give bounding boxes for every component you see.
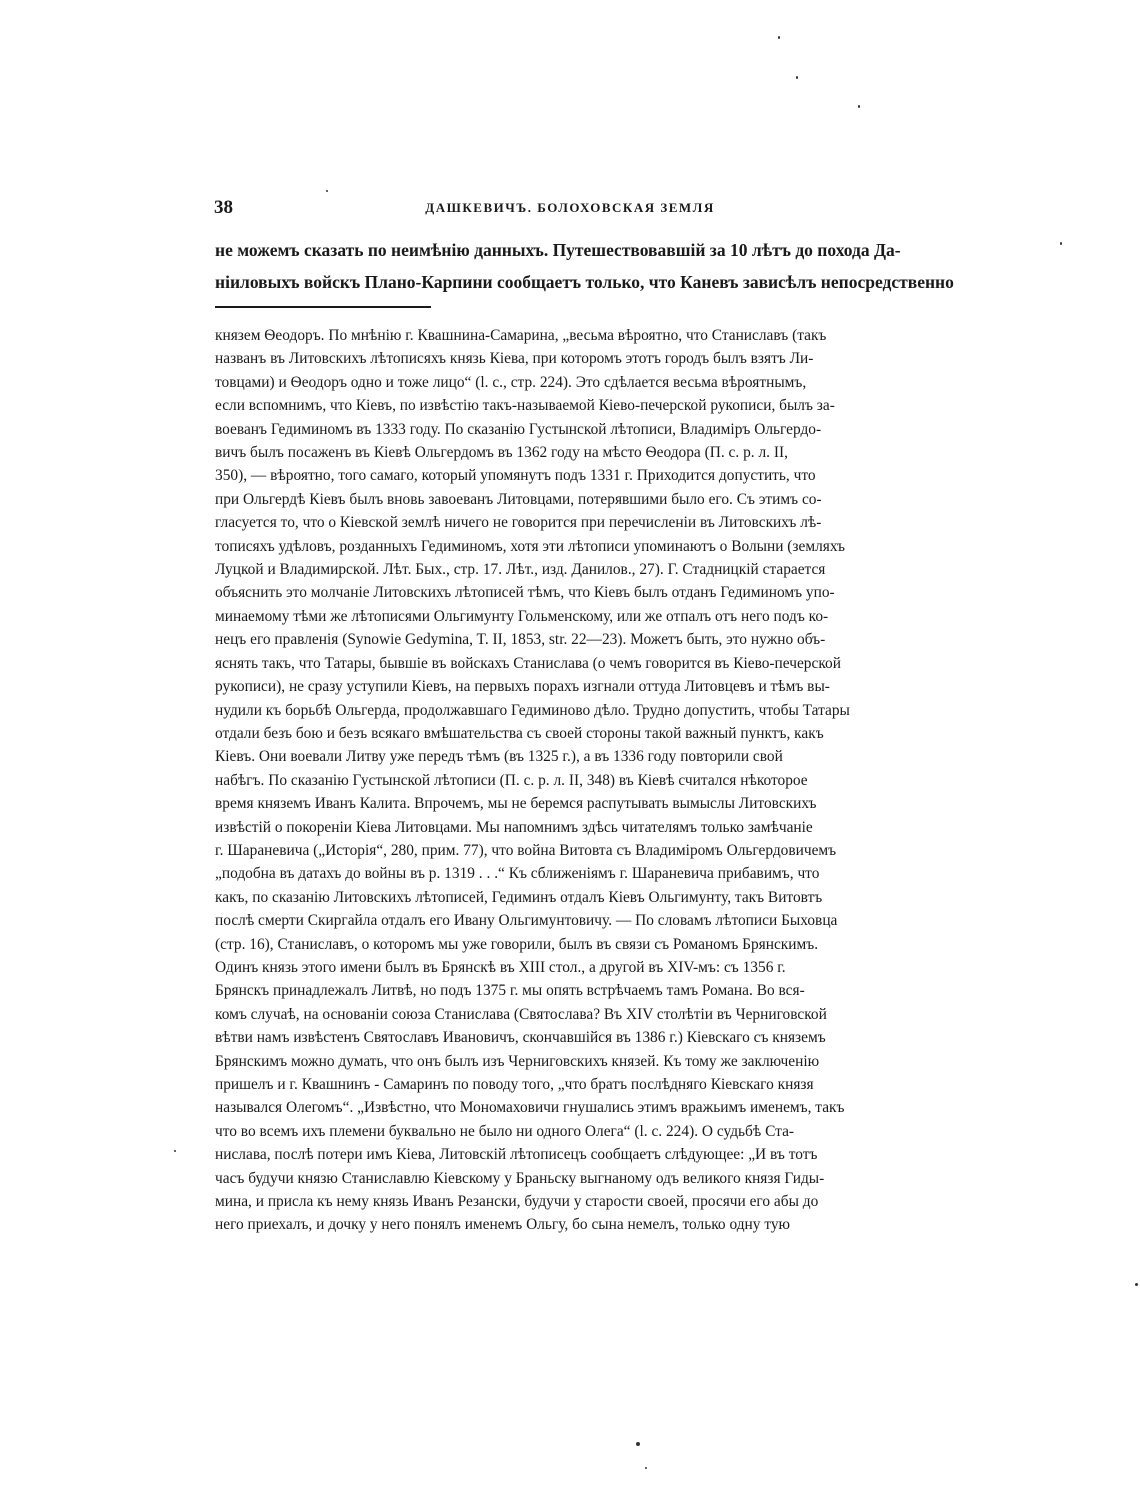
footnote-line: Брянскъ принадлежалъ Литвѣ, но подъ 1375 г. мы опять встрѣчаемъ тамъ Романа. Во вся- — [215, 982, 805, 1000]
footnote-line: 350), — вѣроятно, того самаго, который упомянутъ подъ 1331 г. Приходится допустить, что — [215, 467, 816, 485]
footnote-line: яснять такъ, что Татары, бывшіе въ войскахъ Станислава (о чемъ говорится въ Кіево-печерской — [215, 654, 841, 672]
footnote-line: (стр. 16), Станиславъ, о которомъ мы уже говорили, былъ въ связи съ Романомъ Брянскимъ. — [215, 935, 819, 953]
footnote-line: пришелъ и г. Квашнинъ - Самаринъ по поводу того, „что братъ послѣдняго Кіевскаго князя — [215, 1076, 814, 1093]
footnote-line: рукописи), не сразу уступили Кіевъ, на первыхъ порахъ изгнали оттуда Литовцевъ и тѣмъ вы- — [215, 678, 830, 696]
footnote-line: вѣтви намъ извѣстенъ Святославъ Ивановичъ, скончавшійся въ 1386 г.) Кіевскаго съ княземъ — [215, 1029, 826, 1047]
main-text-line: ніиловыхъ войскъ Плано-Карпини сообщаетъ только, что Каневъ зависѣлъ непосредственно — [215, 272, 954, 292]
scan-speck — [174, 1150, 176, 1152]
footnote-line: время княземъ Иванъ Калита. Впрочемъ, мы не беремся распутывать вымыслы Литовскихъ — [215, 795, 817, 813]
footnote-line: если вспомнимъ, что Кіевъ, по извѣстію такъ-называемой Кіево-печерской рукописи, былъ за- — [215, 397, 835, 415]
footnote-line: что во всемъ ихъ племени буквально не было ни одного Олега“ (l. c. 224). О судьбѣ Ста- — [215, 1122, 795, 1140]
footnote-line: г. Шараневича („Исторія“, 280, прим. 77), что война Витовта съ Владиміромъ Ольгердовичемъ — [215, 841, 837, 859]
scan-speck — [1060, 242, 1062, 245]
footnote-line: нецъ его правленія (Synowie Gedymina, T. II, 1853, str. 22—23). Можетъ быть, это нужно объ- — [215, 631, 826, 649]
footnote-line: нислава, послѣ потери имъ Кіева, Литовскій лѣтописецъ сообщаетъ слѣдующее: „И въ тотъ — [215, 1146, 818, 1164]
footnote-line: извѣстій о покореніи Кіева Литовцами. Мы напомнимъ здѣсь читателямъ только замѣчаніе — [215, 818, 813, 836]
footnote-line: Брянскимъ можно думать, что онъ былъ изъ Черниговскихъ князей. Къ тому же заключенію — [215, 1052, 820, 1070]
scan-speck — [778, 36, 780, 39]
scan-speck — [645, 1467, 647, 1469]
footnote-line: при Ольгердѣ Кіевъ былъ вновь завоеванъ Литовцами, потерявшими было его. Съ этимъ со- — [215, 490, 822, 508]
footnote-line: гласуется то, что о Кіевской землѣ ничего не говорится при перечисленіи въ Литовскихъ лѣ- — [215, 514, 822, 532]
footnote-line: набѣгъ. По сказанію Густынской лѣтописи (П. с. р. л. II, 348) въ Кіевѣ считался нѣкоторое — [215, 771, 808, 789]
scan-speck — [858, 105, 860, 108]
page-number: 38 — [214, 197, 233, 218]
footnote-line: какъ, по сказанію Литовскихъ лѣтописей, Гедиминъ отдалъ Кіевъ Ольгимунту, такъ Витовтъ — [215, 888, 823, 906]
scan-speck — [636, 1442, 640, 1446]
main-text-line: не можемъ сказать по неимѣнію данныхъ. Путешествовавшій за 10 лѣтъ до похода Да- — [215, 240, 901, 260]
footnote-line: вичъ былъ посаженъ въ Кіевѣ Ольгердомъ въ 1362 году на мѣсто Ѳеодора (П. с. р. л. II, — [215, 444, 788, 462]
footnote-line: названъ въ Литовскихъ лѣтописяхъ князь Кіева, при которомъ этотъ городъ былъ взятъ Ли- — [215, 350, 814, 368]
footnote-line: князем Ѳеодоръ. По мнѣнію г. Квашнина-Самарина, „весьма вѣроятно, что Станиславъ (такъ — [215, 327, 827, 344]
footnote — [215, 324, 963, 1237]
footnote-line: назывался Олегомъ“. „Извѣстно, что Мономаховичи гнушались этимъ вражьимъ именемъ, такъ — [215, 1099, 845, 1117]
footnote-line: Кіевъ. Они воевали Литву уже передъ тѣмъ (въ 1325 г.), а въ 1336 году повторили свой — [215, 748, 783, 766]
footnote-line: „подобна въ датахъ до войны въ р. 1319 . . .“ Къ сближеніямъ г. Шараневича прибавимъ, что — [215, 865, 820, 883]
footnote-line: объяснить это молчаніе Литовскихъ лѣтописей тѣмъ, что Кіевъ былъ отданъ Гедиминомъ упо- — [215, 584, 835, 602]
footnote-line: послѣ смерти Скиргайла отдалъ его Ивану Ольгимунтовичу. — По словамъ лѣтописи Быховца — [215, 912, 838, 930]
footnote-line: отдали безъ бою и безъ всякаго вмѣшательства съ своей стороны такой важный пунктъ, какъ — [215, 724, 824, 742]
scan-speck — [1135, 1283, 1138, 1286]
footnote-divider — [215, 306, 431, 308]
footnote-line: Одинъ князь этого имени былъ въ Брянскѣ въ XIII стол., а другой въ XIV-мъ: съ 1356 г. — [215, 958, 786, 976]
scan-speck — [796, 76, 798, 79]
footnote-line: товцами) и Ѳеодоръ одно и тоже лицо“ (l. c., стр. 224). Это сдѣлается весьма вѣроятнымъ, — [215, 373, 807, 391]
footnote-line: минаемому тѣми же лѣтописями Ольгимунту Гольменскому, или же отпалъ отъ него подъ ко- — [215, 607, 829, 625]
footnote-line: комъ случаѣ, на основаніи союза Станислава (Святослава? Въ XIV столѣтіи въ Черниговской — [215, 1005, 827, 1023]
footnote-line: него приехалъ, и дочку у него понялъ именемъ Ольгу, бо сына немелъ, только одну тую — [215, 1216, 791, 1234]
footnote-line: Луцкой и Владимирской. Лѣт. Быx., стр. 17. Лѣт., изд. Данилов., 27). Г. Стадницкій старается — [215, 561, 826, 579]
scan-speck — [326, 190, 328, 192]
footnote-line: тописяхъ удѣловъ, розданныхъ Гедиминомъ, хотя эти лѣтописи упоминаютъ о Волыни (земляхъ — [215, 537, 845, 555]
footnote-line: мина, и присла къ нему князь Иванъ Резански, будучи у старости своей, просячи его абы до — [215, 1193, 819, 1211]
running-head: ДАШКЕВИЧЪ. БОЛОХОВСКАЯ ЗЕМЛЯ — [425, 200, 715, 215]
footnote-line: воеванъ Гедиминомъ въ 1333 году. По сказанію Густынской лѣтописи, Владиміръ Ольгердо- — [215, 420, 822, 438]
footnote-line: нудили къ борьбѣ Ольгерда, продолжавшаго Гедиминово дѣло. Трудно допустить, чтобы Татары — [215, 701, 850, 719]
main-text — [215, 234, 963, 298]
footnote-line: часъ будучи князю Станиславлю Кіевскому у Браньску выгнаному одъ великого князя Гиды- — [215, 1169, 825, 1187]
